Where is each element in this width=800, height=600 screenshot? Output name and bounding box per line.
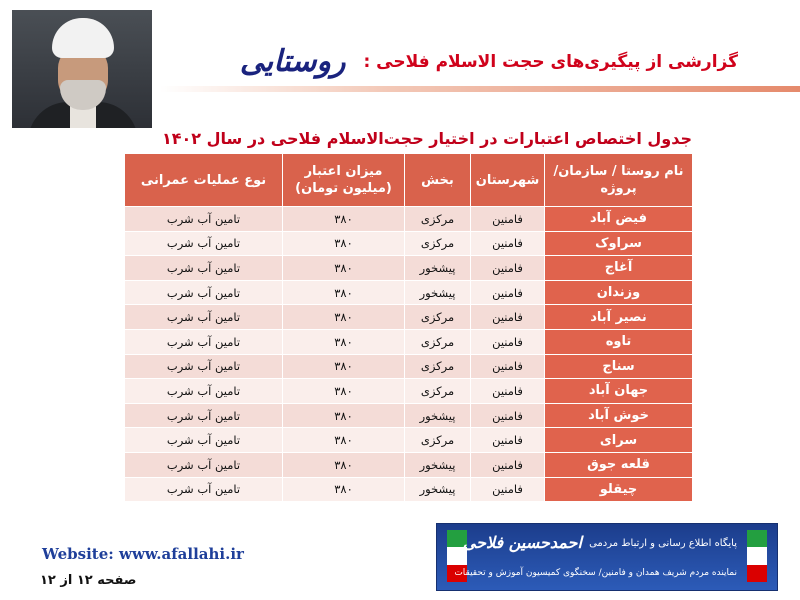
cell-city: فامنین: [471, 280, 545, 305]
cell-district: پیشخور: [405, 403, 471, 428]
iran-flag-icon: [747, 530, 767, 582]
cell-amount: ۳۸۰: [283, 329, 405, 354]
cell-district: مرکزی: [405, 354, 471, 379]
cell-district: مرکزی: [405, 231, 471, 256]
banner-name: احمدحسین فلاحی: [462, 533, 582, 552]
cell-city: فامنین: [471, 329, 545, 354]
cell-name: چیقلو: [545, 477, 693, 502]
cell-name: آغاج: [545, 256, 693, 281]
cell-city: فامنین: [471, 403, 545, 428]
cell-name: خوش آباد: [545, 403, 693, 428]
table-row: [125, 207, 693, 232]
banner-subtitle: نماینده مردم شریف همدان و فامنین/ سخنگوی کمیسیون آموزش و تحقیقات: [454, 568, 737, 578]
cell-city: فامنین: [471, 207, 545, 232]
cell-city: فامنین: [471, 428, 545, 453]
cell-amount: ۳۸۰: [283, 452, 405, 477]
cell-name: وزندان: [545, 280, 693, 305]
cell-name: تاوه: [545, 329, 693, 354]
cell-type: تامین آب شرب: [125, 231, 283, 256]
cell-type: تامین آب شرب: [125, 428, 283, 453]
table-row: [125, 354, 693, 379]
cell-type: تامین آب شرب: [125, 256, 283, 281]
cell-district: مرکزی: [405, 428, 471, 453]
cell-amount: ۳۸۰: [283, 256, 405, 281]
header-amount: میزان اعتبار (میلیون تومان): [283, 154, 405, 207]
cell-type: تامین آب شرب: [125, 452, 283, 477]
header-city: شهرستان: [471, 154, 545, 207]
cell-name: قلعه جوق: [545, 452, 693, 477]
page-number: صفحه ۱۲ از ۱۲: [40, 573, 137, 588]
table-row: [125, 379, 693, 404]
cell-name: فیض آباد: [545, 207, 693, 232]
cell-amount: ۳۸۰: [283, 403, 405, 428]
banner-heading: [463, 533, 737, 552]
cell-city: فامنین: [471, 477, 545, 502]
table-row: [125, 329, 693, 354]
cell-type: تامین آب شرب: [125, 207, 283, 232]
cell-district: مرکزی: [405, 305, 471, 330]
cell-amount: ۳۸۰: [283, 207, 405, 232]
table-row: [125, 428, 693, 453]
cell-amount: ۳۸۰: [283, 379, 405, 404]
cell-amount: ۳۸۰: [283, 428, 405, 453]
cell-district: مرکزی: [405, 329, 471, 354]
speaker-portrait: [12, 10, 152, 128]
table-row: [125, 403, 693, 428]
cell-type: تامین آب شرب: [125, 280, 283, 305]
cell-city: فامنین: [471, 452, 545, 477]
cell-district: پیشخور: [405, 280, 471, 305]
cell-district: مرکزی: [405, 379, 471, 404]
cell-amount: ۳۸۰: [283, 231, 405, 256]
cell-city: فامنین: [471, 231, 545, 256]
cell-city: فامنین: [471, 354, 545, 379]
table-title: جدول اختصاص اعتبارات در اختیار حجت‌الاسلام فلاحی در سال ۱۴۰۲: [161, 129, 692, 148]
cell-name: جهان آباد: [545, 379, 693, 404]
table-row: [125, 305, 693, 330]
header-type: نوع عملیات عمرانی: [125, 154, 283, 207]
cell-amount: ۳۸۰: [283, 280, 405, 305]
table-row: [125, 477, 693, 502]
page-title: [240, 44, 738, 79]
cell-type: تامین آب شرب: [125, 305, 283, 330]
cell-city: فامنین: [471, 256, 545, 281]
cell-type: تامین آب شرب: [125, 403, 283, 428]
cell-district: پیشخور: [405, 256, 471, 281]
cell-type: تامین آب شرب: [125, 354, 283, 379]
cell-type: تامین آب شرب: [125, 329, 283, 354]
header-name: نام روستا / سازمان/ پروژه: [545, 154, 693, 207]
cell-amount: ۳۸۰: [283, 305, 405, 330]
portal-banner: [436, 523, 778, 591]
cell-district: مرکزی: [405, 207, 471, 232]
cell-district: پیشخور: [405, 452, 471, 477]
cell-amount: ۳۸۰: [283, 354, 405, 379]
cell-type: تامین آب شرب: [125, 477, 283, 502]
cell-name: سراوک: [545, 231, 693, 256]
table-header-row: [125, 154, 693, 207]
table-row: [125, 231, 693, 256]
cell-name: نصیر آباد: [545, 305, 693, 330]
table-row: [125, 280, 693, 305]
cell-name: سرای: [545, 428, 693, 453]
cell-city: فامنین: [471, 305, 545, 330]
allocation-table: [124, 153, 693, 502]
table-row: [125, 256, 693, 281]
header-district: بخش: [405, 154, 471, 207]
cell-name: سناج: [545, 354, 693, 379]
table-row: [125, 452, 693, 477]
website-link[interactable]: Website: www.afallahi.ir: [42, 545, 244, 563]
page-title-text: گزارشی از پیگیری‌های حجت الاسلام فلاحی :: [363, 52, 738, 72]
cell-type: تامین آب شرب: [125, 379, 283, 404]
banner-portal-text: پایگاه اطلاع رسانی و ارتباط مردمی: [589, 538, 737, 549]
cell-district: پیشخور: [405, 477, 471, 502]
portrait-turban: [52, 18, 114, 58]
header-divider: [160, 86, 800, 92]
brand-word: روستایی: [239, 44, 346, 79]
cell-city: فامنین: [471, 379, 545, 404]
cell-amount: ۳۸۰: [283, 477, 405, 502]
